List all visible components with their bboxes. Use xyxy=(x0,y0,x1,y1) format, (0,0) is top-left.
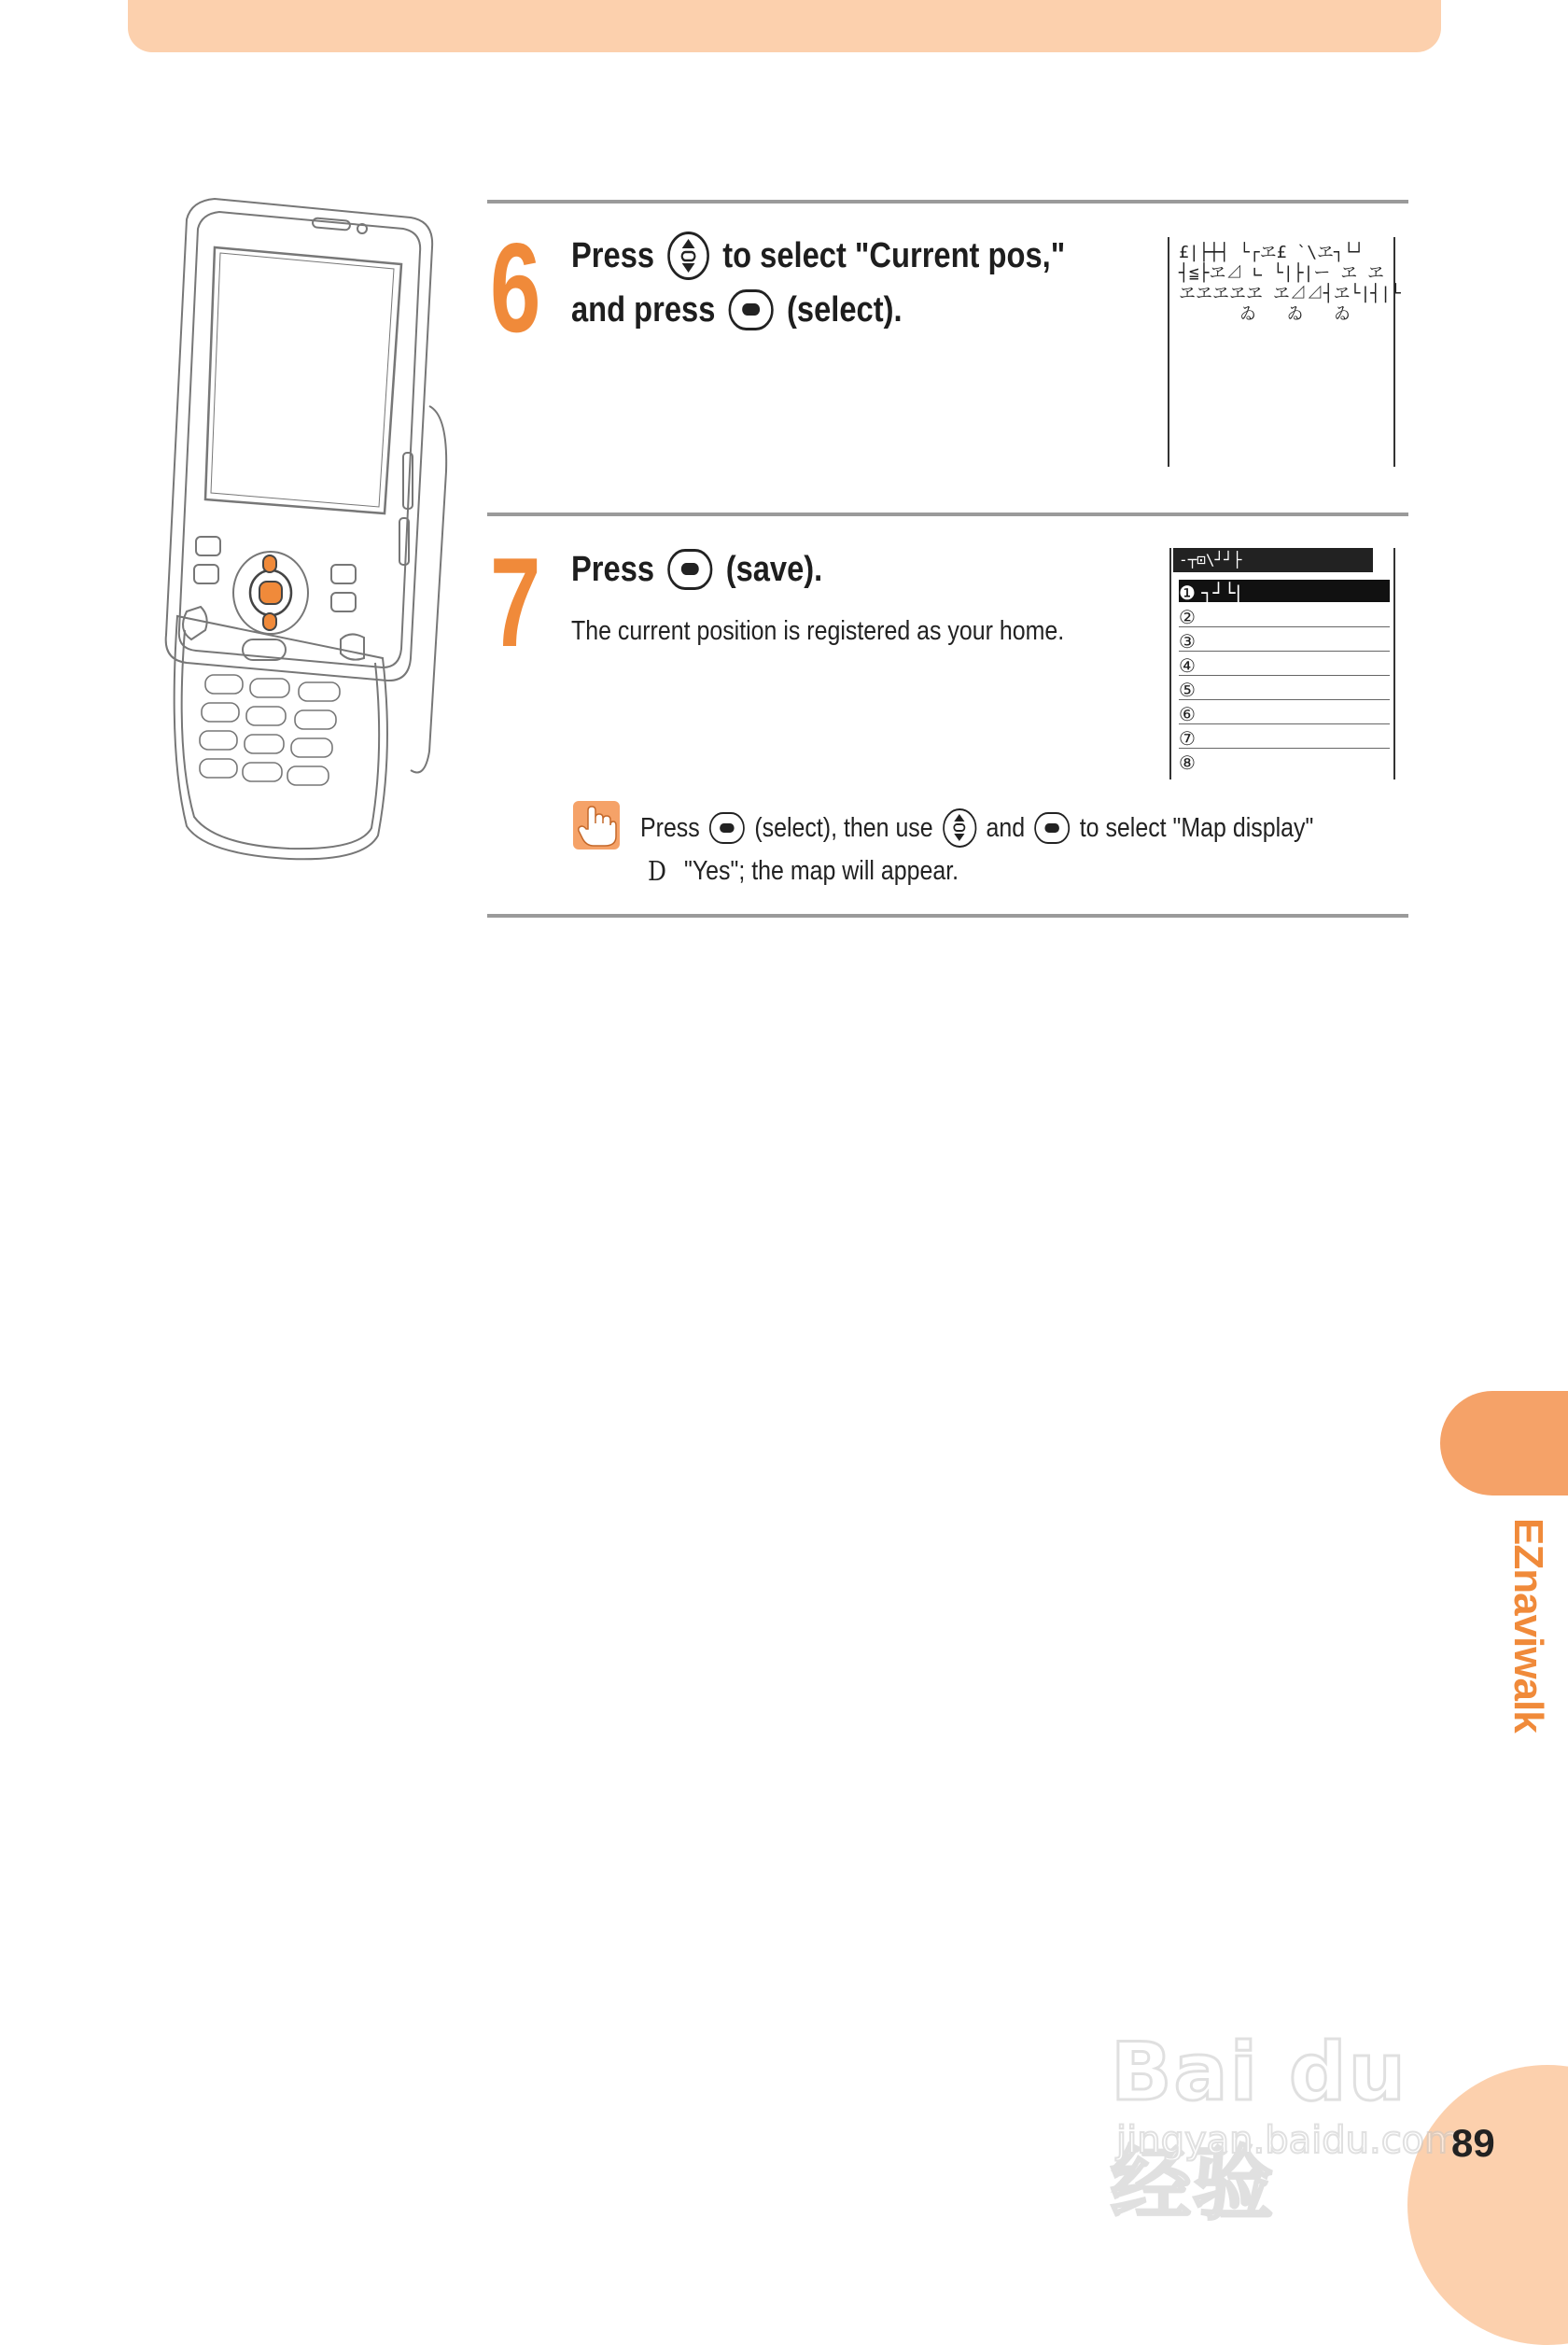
screen-row xyxy=(1179,604,1390,627)
divider-middle xyxy=(487,513,1408,516)
screen-row xyxy=(1179,580,1390,602)
watermark-brand: Bai du 经验 xyxy=(1111,2026,1407,2231)
section-label: EZnaviwalk xyxy=(1505,1518,1551,1733)
row-label: ⑧ xyxy=(1179,751,1196,774)
phone-screen-step7 xyxy=(1169,548,1395,779)
center-key-icon xyxy=(667,549,712,590)
screen-line: ヱヱヱヱヱ ヱ⊿⊿┤ヱ└|┤|└ xyxy=(1179,284,1401,303)
top-header-band xyxy=(128,0,1441,52)
phone-illustration xyxy=(149,191,467,873)
row-label: ❶ ┐┘└| xyxy=(1179,581,1242,604)
step-description: The current position is registered as your home. xyxy=(571,616,1065,646)
step-number: 6 xyxy=(490,217,538,358)
screen-text xyxy=(1179,243,1401,325)
row-label: ② xyxy=(1179,605,1196,628)
divider-top xyxy=(487,200,1408,204)
screen-row xyxy=(1179,750,1390,772)
instruction-text: Press xyxy=(571,549,655,589)
watermark-url: jingyan.baidu.com xyxy=(1116,2119,1462,2162)
instruction-text: Press xyxy=(571,235,655,275)
tip-line-2 xyxy=(648,850,959,892)
updown-key-icon xyxy=(943,808,976,848)
screen-row xyxy=(1179,653,1390,676)
screen-row xyxy=(1179,725,1390,749)
center-key-icon xyxy=(1035,812,1071,844)
screen-row xyxy=(1179,628,1390,652)
step-instruction xyxy=(571,228,1065,336)
row-label: ⑥ xyxy=(1179,702,1196,725)
tip-text: Press xyxy=(640,813,700,844)
screen-line: £|├┼┤ └┌ヱ£ `\ヱ┐└┘ xyxy=(1179,243,1365,262)
instruction-text: (select). xyxy=(787,289,903,330)
center-key-icon xyxy=(709,812,745,844)
row-label: ⑦ xyxy=(1179,726,1196,750)
tip-text: and xyxy=(986,813,1026,844)
row-label: ④ xyxy=(1179,653,1196,677)
tip-text: "Yes"; the map will appear. xyxy=(683,856,959,887)
screen-line: ┤≦├ヱ⊿ ∟ └|├|ー ヱ ヱ xyxy=(1179,263,1385,283)
divider-bottom xyxy=(487,914,1408,918)
center-key-icon xyxy=(729,289,774,330)
screen-row xyxy=(1179,677,1390,700)
tip-text: to select "Map display" xyxy=(1079,813,1314,844)
row-label: ③ xyxy=(1179,629,1196,653)
screen-row xyxy=(1179,701,1390,724)
instruction-text: (save). xyxy=(725,549,823,589)
tip-line-1 xyxy=(640,807,1313,849)
step-instruction xyxy=(571,541,822,596)
pointing-hand-icon xyxy=(573,801,620,850)
phone-screen-step6 xyxy=(1168,237,1401,467)
instruction-text: and press xyxy=(571,289,716,330)
watermark xyxy=(1111,1988,1484,2231)
arrow-glyph: D xyxy=(648,855,667,888)
section-tab xyxy=(1440,1391,1568,1495)
step-number: 7 xyxy=(490,531,538,673)
screen-line: ゐ ゐ ゐ xyxy=(1179,304,1351,324)
instruction-text: to select "Current pos," xyxy=(722,235,1066,275)
screen-title: -┬⊡\┘┘├ xyxy=(1173,548,1373,572)
tip-text: (select), then use xyxy=(754,813,933,844)
updown-key-icon xyxy=(667,232,709,280)
row-label: ⑤ xyxy=(1179,678,1196,701)
page-number: 89 xyxy=(1451,2121,1495,2165)
